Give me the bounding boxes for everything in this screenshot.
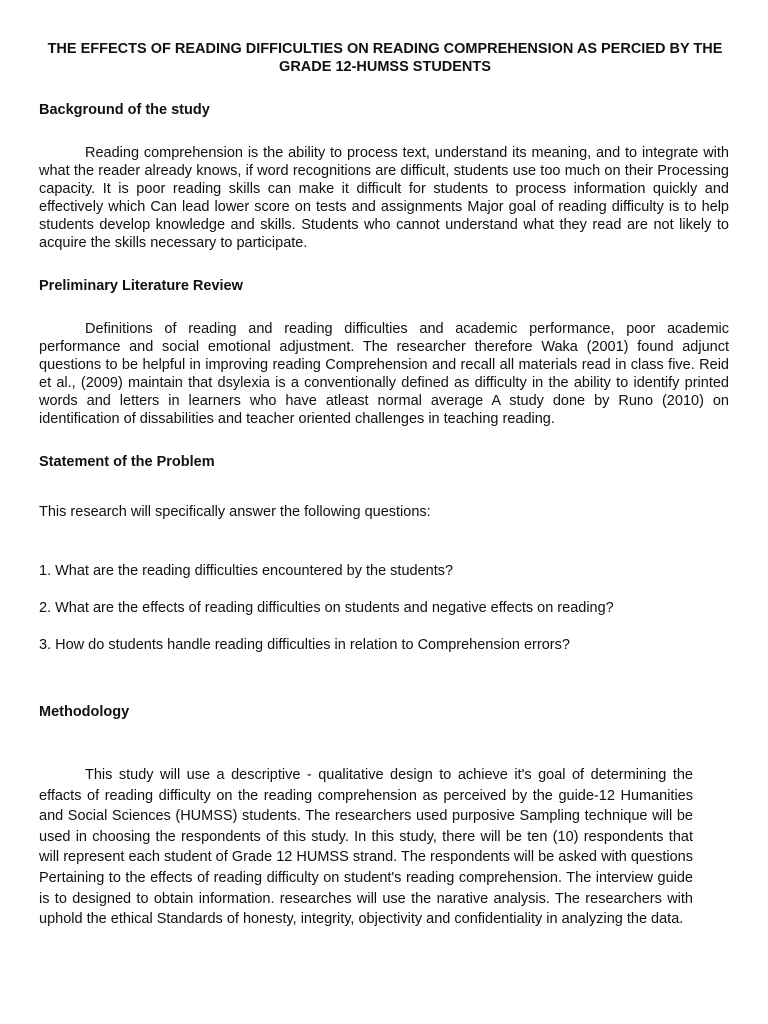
methodology-paragraph: This study will use a descriptive - qualitative design to achieve it's goal of determining the effacts of reading difficulty on the reading comprehension as perceived by the guide-12 Humanities and Social Sciences (HUMSS) students. The researchers used purposive Sampling technique will be used in choosing the respondents of this study. In this study, there will be ten (10) respondents that will represent each student of Grade 12 HUMSS strand. The respondents will be asked with questions Pertaining to the effects of reading difficulty on student's reading comprehension. The interview guide is to designed to obtain information. researches will use the narative analysis. The researchers with uphold the ethical Standards of honesty, integrity, objectivity and confidentiality in analyzing the data. (39, 767, 693, 928)
problem-statement-heading: Statement of the Problem (39, 454, 215, 470)
background-heading: Background of the study (39, 102, 210, 118)
problem-intro: This research will specifically answer the following questions: (39, 504, 431, 520)
literature-review-heading: Preliminary Literature Review (39, 278, 243, 294)
document-title: THE EFFECTS OF READING DIFFICULTIES ON READING COMPREHENSION AS PERCIED BY THE GRADE 12-HUMSS STUDENTS (47, 41, 723, 75)
literature-review-paragraph: Definitions of reading and reading difficulties and academic performance, poor academic performance and social emotional adjustment. The researcher therefore Waka (2001) found adjunct questions to be helpful in improving reading Comprehension and recall all materials read in class five. Reid et al., (2009) maintain that dsylexia is a conventionally defined as difficulty in the ability to identify printed words and letters in learners who have atleast normal average A study done by Runo (2010) on identification of dissabilities and teacher oriented challenges in teaching reading. (39, 321, 729, 427)
methodology-heading: Methodology (39, 704, 130, 720)
question-item: 1. What are the reading difficulties encountered by the students? (39, 563, 454, 579)
question-item: 3. How do students handle reading difficulties in relation to Comprehension errors? (39, 637, 570, 653)
question-item: 2. What are the effects of reading difficulties on students and negative effects on reading? (39, 600, 614, 616)
background-paragraph: Reading comprehension is the ability to process text, understand its meaning, and to integrate with what the reader already knows, if word recognitions are difficult, students use too much on their Processing capacity. It is poor reading skills can make it difficult for students to process information quickly and effectively which Can lead lower score on tests and assignments Major goal of reading difficulty is to help students develop knowledge and skills. Students who cannot understand what they read are not likely to acquire the skills necessary to participate. (39, 145, 729, 251)
